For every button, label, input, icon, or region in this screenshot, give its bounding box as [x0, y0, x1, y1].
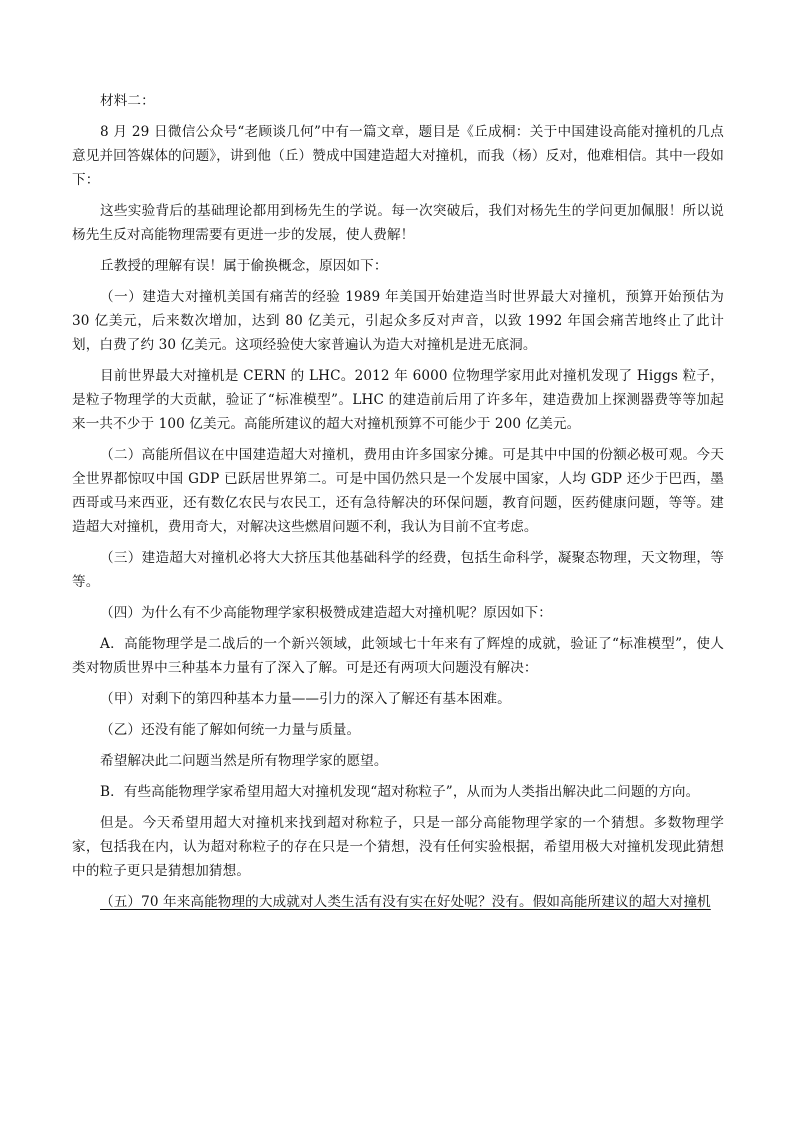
- point-4b-paragraph: B．有些高能物理学家希望用超大对撞机发现“超对称粒子”，从而为人类指出解决此二问题的方向。: [100, 784, 700, 800]
- material-label: 材料二：: [100, 93, 155, 109]
- point-1-paragraph: （一）建造大对撞机美国有痛苦的经验 1989 年美国开始建造当时世界最大对撞机，预算开始预估为 30 亿美元，后来数次增加，达到 80 亿美元，引起众多反对声音，以致 1992 年国会痛苦地终止了此计划，白费了约 30 亿美元。这项经验使大家普遍认为造大对撞机是进无底洞。: [72, 289, 724, 353]
- quote-paragraph: 这些实验背后的基础理论都用到杨先生的学说。每一次突破后，我们对杨先生的学问更加佩服！所以说杨先生反对高能物理需要有更进一步的发展，使人费解！: [72, 203, 724, 243]
- response-paragraph: 丘教授的理解有误！属于偷换概念，原因如下：: [100, 258, 388, 274]
- point-4a-1-paragraph: （甲）对剩下的第四种基本力量——引力的深入了解还有基本困难。: [100, 691, 511, 707]
- point-1b-paragraph: 目前世界最大对撞机是 CERN 的 LHC。2012 年 6000 位物理学家用此对撞机发现了 Higgs 粒子，是粒子物理学的大贡献，验证了“标准模型”。LHC 的建造前后用了许多年，建造费加上探测器费等等加起来一共不少于 100 亿美元。高能所建议的超大对撞机预算不可能少于 200 亿美元。: [72, 368, 724, 432]
- point-4-paragraph: （四）为什么有不少高能物理学家积极赞成建造超大对撞机呢？原因如下：: [100, 605, 552, 621]
- point-4b-1-paragraph: 但是。今天希望用超大对撞机来找到超对称粒子，只是一部分高能物理学家的一个猜想。多数物理学家，包括我在内，认为超对称粒子的存在只是一个猜想，没有任何实验根据，希望用极大对撞机发现此猜想中的粒子更只是猜想加猜想。: [72, 815, 724, 879]
- point-4a-paragraph: A．高能物理学是二战后的一个新兴领域，此领域七十年来有了辉煌的成就，验证了“标准模型”，使人类对物质世界中三种基本力量有了深入了解。可是还有两项大问题没有解决：: [72, 636, 724, 676]
- point-3-paragraph: （三）建造超大对撞机必将大大挤压其他基础科学的经费，包括生命科学，凝聚态物理，天文物理，等等。: [72, 550, 724, 590]
- point-2-paragraph: （二）高能所倡议在中国建造超大对撞机，费用由许多国家分摊。可是其中中国的份额必极可观。今天全世界都惊叹中国 GDP 已跃居世界第二。可是中国仍然只是一个发展中国家，人均 GDP 还少于巴西，墨西哥或马来西亚，还有数亿农民与农民工，还有急待解决的环保问题，教育问题，医药健康问题，等等。建造超大对撞机，费用奇大，对解决这些燃眉问题不利，我认为目前不宜考虑。: [72, 447, 724, 535]
- point-4a-2-paragraph: （乙）还没有能了解如何统一力量与质量。: [100, 722, 361, 738]
- point-5-paragraph: （五）70 年来高能物理的大成就对人类生活有没有实在好处呢？没有。假如高能所建议的超大对撞机: [100, 894, 711, 910]
- point-4a-3-paragraph: 希望解决此二问题当然是所有物理学家的愿望。: [100, 753, 388, 769]
- intro-paragraph: 8 月 29 日微信公众号“老顾谈几何”中有一篇文章，题目是《丘成桐：关于中国建设高能对撞机的几点意见并回答媒体的问题》，讲到他（丘）赞成中国建造超大对撞机，而我（杨）反对，他难相信。其中一段如下：: [72, 124, 724, 188]
